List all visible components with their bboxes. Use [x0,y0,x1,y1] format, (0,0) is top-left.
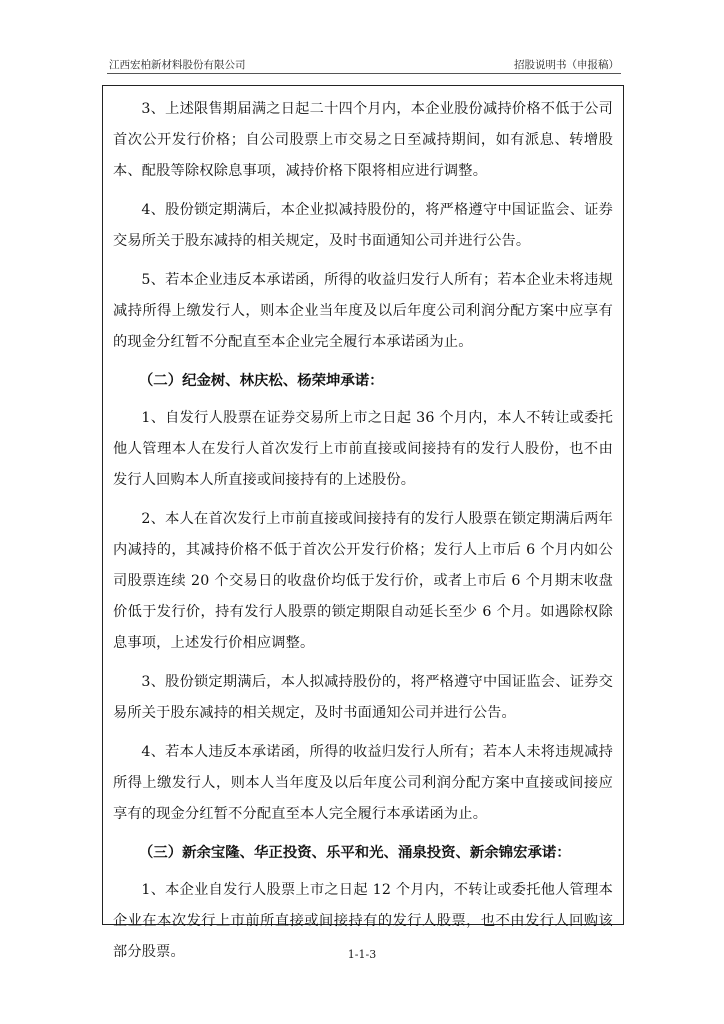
paragraph-personal-violation: 4、若本人违反本承诺函，所得的收益归发行人所有；若本人未将违规减持所得上缴发行人，则本人当年度及以后年度公司利润分配方案中直接或间接应享有的现金分红暂不分配直至本人完全履行本承诺函为止。 [113,744,613,822]
paragraph-lockup-expiry: 4、股份锁定期满后，本企业拟减持股份的，将严格遵守中国证监会、证券交易所关于股东减持的相关规定，及时书面通知公司并进行公告。 [113,202,613,249]
paragraph-36-months: 1、自发行人股票在证券交易所上市之日起 36 个月内，本人不转让或委托他人管理本人在发行人首次发行上市前直接或间接持有的发行人股份，也不由发行人回购本人所直接或间接持有的上述股份。 [113,410,613,488]
content-body [113,94,613,976]
document-title: 招股说明书（申报稿） [514,59,619,71]
company-name: 江西宏柏新材料股份有限公司 [109,59,246,71]
page-header [107,56,621,72]
paragraph-12-months: 1、本企业自发行人股票上市之日起 12 个月内，不转让或委托他人管理本企业在本次发行上市前所直接或间接持有的发行人股票，也不由发行人回购该部分股票。 [113,882,613,960]
paragraph-two-years: 2、本人在首次发行上市前直接或间接持有的发行人股票在锁定期满后两年内减持的，其减持价格不低于首次公开发行价格；发行人上市后 6 个月内如公司股票连续 20 个交易日的收盘价均低于发行价，或者上市后 6 个月期末收盘价低于发行价，持有发行人股票的锁定期限自动延长至少 6 个月。如遇除权除息事项，上述发行价相应调整。 [113,511,613,651]
section-heading-3: （三）新余宝隆、华正投资、乐平和光、涌泉投资、新余锦宏承诺： [138,845,571,861]
header-rule [107,73,621,74]
paragraph-reduction-rules: 3、股份锁定期满后，本人拟减持股份的，将严格遵守中国证监会、证券交易所关于股东减持的相关规定，及时书面通知公司并进行公告。 [113,674,613,721]
section-heading-2: （二）纪金树、林庆松、杨荣坤承诺： [138,373,384,389]
paragraph-violation: 5、若本企业违反本承诺函，所得的收益归发行人所有；若本企业未将违规减持所得上缴发行人，则本企业当年度及以后年度公司利润分配方案中应享有的现金分红暂不分配直至本企业完全履行本承诺函为止。 [113,272,613,350]
paragraph-lockup-price: 3、上述限售期届满之日起二十四个月内，本企业股份减持价格不低于公司首次公开发行价格；自公司股票上市交易之日至减持期间，如有派息、转增股本、配股等除权除息事项，减持价格下限将相应进行调整。 [113,101,613,179]
page-number: 1-1-3 [347,948,377,961]
